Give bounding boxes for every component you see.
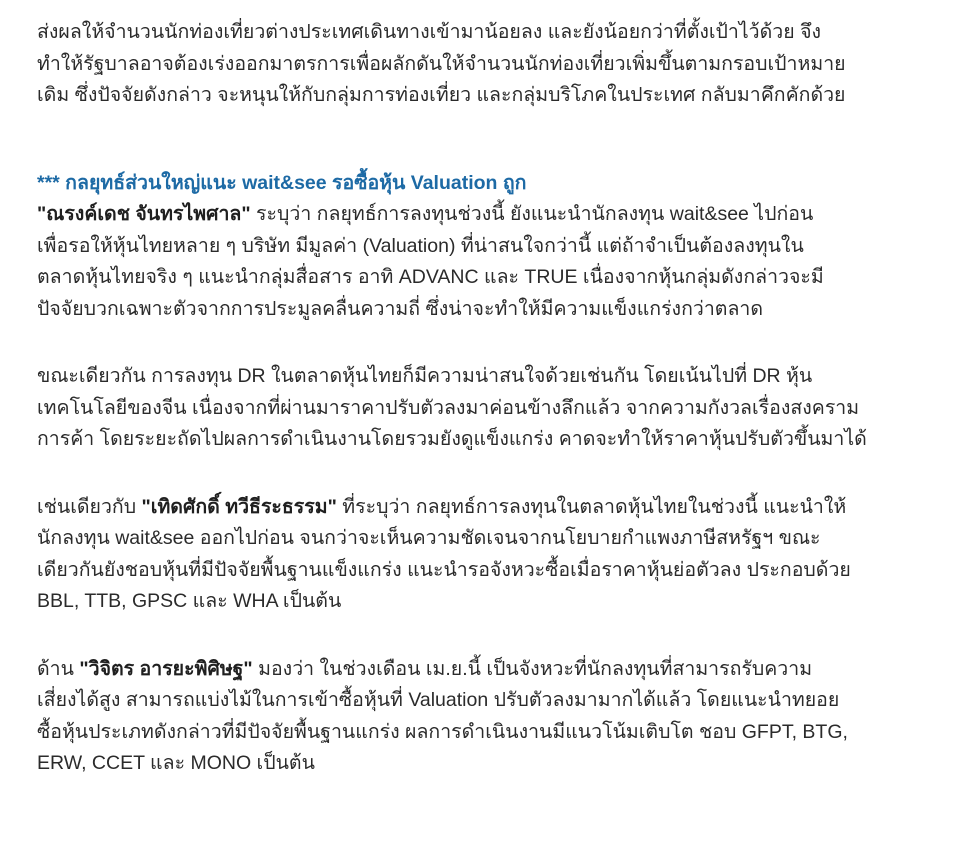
text-line: เสี่ยงได้สูง สามารถแบ่งไม้ในการเข้าซื้อหุ้นที่ Valuation ปรับตัวลงมามากได้แล้ว โดยแนะนำทยอย bbox=[37, 689, 840, 711]
text-line: เดิม ซึ่งปัจจัยดังกล่าว จะหนุนให้กับกลุ่มการท่องเที่ยว และกลุ่มบริโภคในประเทศ กลับมาคึกคักด้วย bbox=[37, 84, 846, 106]
text-line: การค้า โดยระยะถัดไปผลการดำเนินงานโดยรวมยังดูแข็งแกร่ง คาดจะทำให้ราคาหุ้นปรับตัวขึ้นมาได้ bbox=[37, 428, 867, 450]
text-line: ขณะเดียวกัน การลงทุน DR ในตลาดหุ้นไทยก็มีความน่าสนใจด้วยเช่นกัน โดยเน้นไปที่ DR หุ้น bbox=[37, 365, 813, 387]
text-span: เช่นเดียวกับ bbox=[37, 495, 142, 518]
text-span: ด้าน bbox=[37, 657, 80, 680]
text-span: ที่ระบุว่า กลยุทธ์การลงทุนในตลาดหุ้นไทยในช่วงนี้ แนะนำให้ bbox=[336, 495, 847, 518]
text-line: ERW, CCET และ MONO เป็นต้น bbox=[37, 752, 315, 774]
paragraph-therdsak bbox=[37, 492, 967, 618]
text-line: ทำให้รัฐบาลอาจต้องเร่งออกมาตรการเพื่อผลักดันให้จำนวนนักท่องเที่ยวเพิ่มขึ้นตามกรอบเป้าหมาย bbox=[37, 52, 846, 75]
text-line: นักลงทุน wait&see ออกไปก่อน จนกว่าจะเห็นความชัดเจนจากนโยบายกำแพงภาษีสหรัฐฯ ขณะ bbox=[37, 527, 821, 549]
paragraph-wichit bbox=[37, 654, 967, 780]
paragraph-dr bbox=[37, 361, 967, 456]
person-name: "ณรงค์เดช จันทรไพศาล" bbox=[37, 203, 251, 225]
section-heading: *** กลยุทธ์ส่วนใหญ่แนะ wait&see รอซื้อหุ้น Valuation ถูก bbox=[37, 171, 527, 194]
text-line: ซื้อหุ้นประเภทดังกล่าวที่มีปัจจัยพื้นฐานแกร่ง ผลการดำเนินงานมีแนวโน้มเติบโต ชอบ GFPT, BTG, bbox=[37, 720, 848, 743]
text-line: ตลาดหุ้นไทยจริง ๆ แนะนำกลุ่มสื่อสาร อาทิ ADVANC และ TRUE เนื่องจากหุ้นกลุ่มดังกล่าวจะมี bbox=[37, 266, 824, 288]
text-line bbox=[37, 199, 967, 231]
text-line bbox=[37, 492, 967, 524]
text-line: เทคโนโลยีของจีน เนื่องจากที่ผ่านมาราคาปรับตัวลงมาค่อนข้างลึกแล้ว จากความกังวลเรื่องสงคราม bbox=[37, 396, 860, 419]
text-line bbox=[37, 654, 967, 686]
text-line: ปัจจัยบวกเฉพาะตัวจากการประมูลคลื่นความถี่ ซึ่งน่าจะทำให้มีความแข็งแกร่งกว่าตลาด bbox=[37, 297, 764, 320]
text-line: เดียวกันยังชอบหุ้นที่มีปัจจัยพื้นฐานแข็งแกร่ง แนะนำรอจังหวะซื้อเมื่อราคาหุ้นย่อตัวลง ประกอบด้วย bbox=[37, 558, 851, 581]
person-name: "เทิดศักดิ์ ทวีธีระธรรม" bbox=[141, 495, 337, 518]
text-span: มองว่า ในช่วงเดือน เม.ย.นี้ เป็นจังหวะที่นักลงทุนที่สามารถรับความ bbox=[252, 657, 813, 680]
text-line: BBL, TTB, GPSC และ WHA เป็นต้น bbox=[37, 590, 342, 612]
text-span: ระบุว่า กลยุทธ์การลงทุนช่วงนี้ ยังแนะนำนักลงทุน wait&see ไปก่อน bbox=[250, 203, 814, 225]
text-line: ส่งผลให้จำนวนนักท่องเที่ยวต่างประเทศเดินทางเข้ามาน้อยลง และยังน้อยกว่าที่ตั้งเป้าไว้ด้วย จึง bbox=[37, 21, 822, 43]
person-name: "วิจิตร อารยะพิศิษฐ" bbox=[79, 657, 253, 680]
intro-paragraph bbox=[37, 17, 967, 112]
paragraph-narongdej bbox=[37, 199, 967, 325]
text-line: เพื่อรอให้หุ้นไทยหลาย ๆ บริษัท มีมูลค่า (Valuation) ที่น่าสนใจกว่านี้ แต่ถ้าจำเป็นต้องลงทุนใน bbox=[37, 234, 804, 257]
